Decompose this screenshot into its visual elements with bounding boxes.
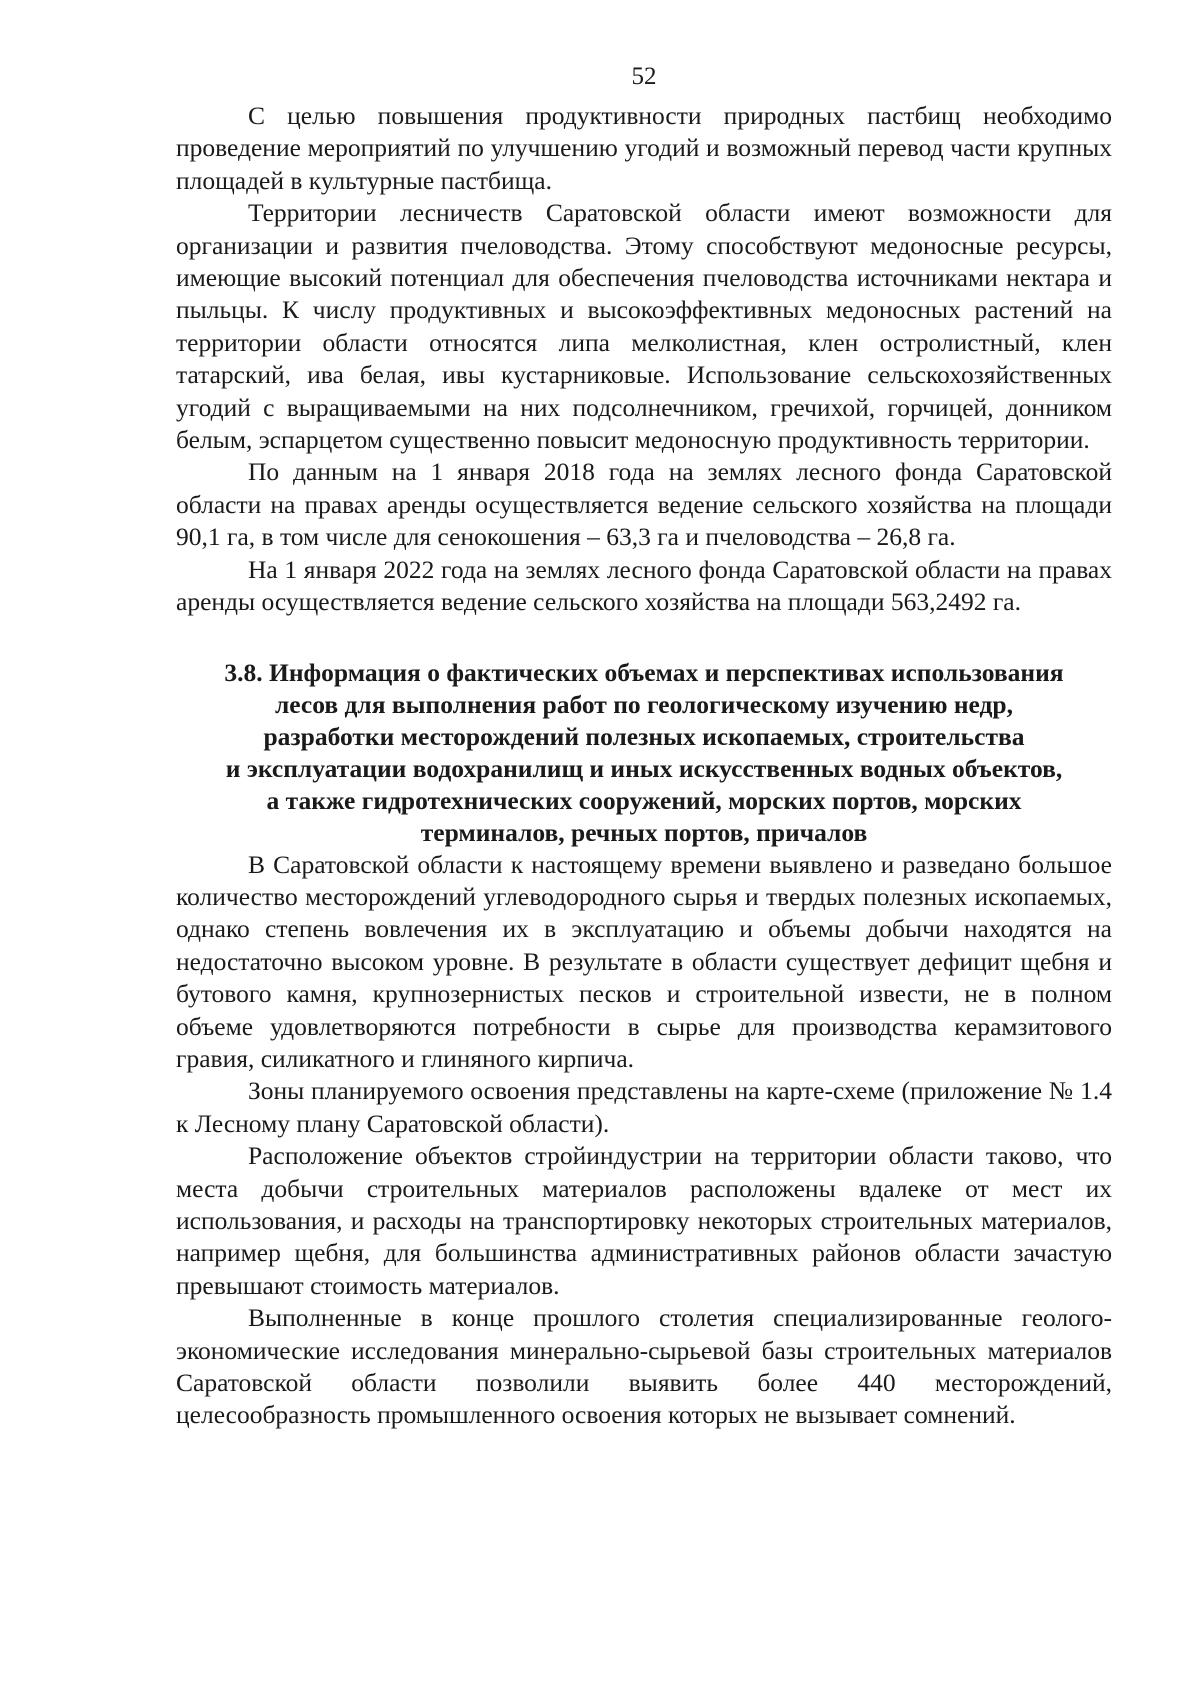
paragraph-pastures: С целью повышения продуктивности природных пастбищ необходимо проведение мероприятий по улучшению угодий и возможный перевод части крупных площадей в культурные пастбища.: [176, 101, 1112, 195]
section-heading-line: 3.8. Информация о фактических объемах и перспективах использования: [224, 657, 1064, 687]
section-heading: [176, 657, 1112, 849]
page-number: 52: [631, 63, 657, 90]
paragraph-construction-industry: Расположение объектов стройиндустрии на территории области таково, что места добычи строительных материалов расположены вдалеке от мест их использования, и расходы на транспортировку некоторых строительных материалов, например щебня, для большинства административных районов области зачастую превышают стоимость материалов.: [176, 1141, 1112, 1300]
section-heading-line: терминалов, речных портов, причалов: [420, 817, 868, 847]
paragraph-lease-2018: По данным на 1 января 2018 года на землях лесного фонда Саратовской области на правах аренды осуществляется ведение сельского хозяйства на площади 90,1 га, в том числе для сенокошения – 63,3 га и пчеловодства – 26,8 га.: [176, 457, 1112, 552]
section-heading-line: лесов для выполнения работ по геологическому изучению недр,: [274, 689, 1013, 719]
paragraph-beekeeping: Территории лесничеств Саратовской области имеют возможности для организации и развития пчеловодства. Этому способствуют медоносные ресурсы, имеющие высокий потенциал для обеспечения пчеловодства источниками нектара и пыльцы. К числу продуктивных и высокоэффективных медоносных растений на территории области относятся липа мелколистная, клен остролистный, клен татарский, ива белая, ивы кустарниковые. Использование сельскохозяйственных угодий с выращиваемыми на них подсолнечником, гречихой, горчицей, донником белым, эспарцетом существенно повысит медоносную продуктивность территории.: [176, 198, 1112, 455]
paragraph-lease-2022: На 1 января 2022 года на землях лесного фонда Саратовской области на правах аренды осуществляется ведение сельского хозяйства на площади 563,2492 га.: [176, 554, 1112, 617]
paragraph-geological-research: Выполненные в конце прошлого столетия специализированные геолого-экономические исследования минерально-сырьевой базы строительных материалов Саратовской области позволили выявить более 440 месторождений, целесообразность промышленного освоения которых не вызывает сомнений.: [176, 1303, 1112, 1430]
section-heading-line: а также гидротехнических сооружений, морских портов, морских: [266, 785, 1022, 815]
section-spacer: [176, 619, 1112, 657]
section-heading-line: разработки месторождений полезных ископаемых, строительства: [263, 721, 1025, 751]
document-page: [176, 60, 1112, 1432]
section-heading-line: и эксплуатации водохранилищ и иных искусственных водных объектов,: [225, 753, 1063, 783]
paragraph-deposits: В Саратовской области к настоящему времени выявлено и разведано большое количество месторождений углеводородного сырья и твердых полезных ископаемых, однако степень вовлечения их в эксплуатацию и объемы добычи находятся на недостаточно высоком уровне. В результате в области существует дефицит щебня и бутового камня, крупнозернистых песков и строительной извести, не в полном объеме удовлетворяются потребности в сырье для производства керамзитового гравия, силикатного и глиняного кирпича.: [176, 849, 1112, 1073]
paragraph-zones: Зоны планируемого освоения представлены на карте-схеме (приложение № 1.4 к Лесному плану Саратовской области).: [176, 1076, 1112, 1138]
